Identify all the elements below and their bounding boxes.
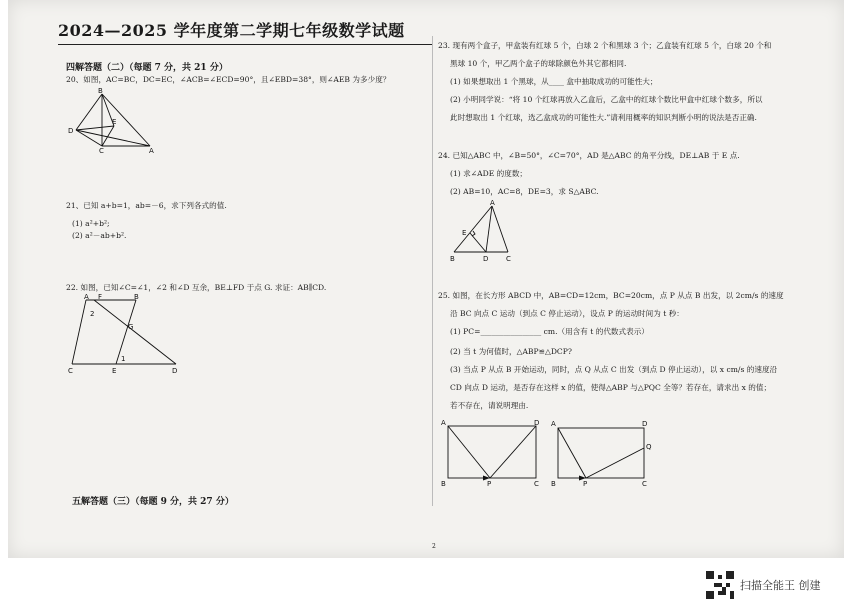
svg-text:B: B [134, 293, 139, 301]
question-25-part-1: (1) PC=________________ cm.（用含有 t 的代数式表示） [450, 327, 649, 336]
title-underline [58, 44, 432, 45]
svg-text:C: C [642, 480, 647, 488]
question-25-part-3a: (3) 当点 P 从点 B 开始运动，同时，点 Q 从点 C 出发（到点 D 停止运动），以 x cm/s 的速度沿 [450, 365, 778, 374]
question-24-part-2: (2) AB=10，AC=8，DE=3，求 S△ABC. [450, 187, 599, 196]
figure-q22 [64, 292, 184, 376]
svg-text:F: F [98, 293, 103, 301]
svg-text:D: D [483, 255, 489, 263]
question-23-part-1: (1) 如果想取出 1 个黑球，从____ 盒中抽取成功的可能性大； [450, 77, 658, 86]
svg-text:E: E [462, 229, 467, 237]
scanner-watermark [706, 570, 821, 600]
section-4-heading: 四解答题（二）（每题 7 分，共 21 分） [66, 63, 228, 73]
question-23-part-2b: 此时想取出 1 个红球，选乙盒成功的可能性大.”请利用概率的知识判断小明的说法是否正确. [450, 113, 757, 122]
svg-text:P: P [583, 480, 588, 488]
svg-text:C: C [534, 480, 539, 488]
question-23-line-2: 黑球 10 个，甲乙两个盒子的球除颜色外其它都相同. [450, 59, 627, 68]
figure-q25-left [438, 416, 546, 488]
question-21-stem: 21、已知 a+b=1，ab=－6，求下列各式的值. [66, 201, 227, 210]
figure-q25-right [548, 416, 656, 488]
svg-text:A: A [84, 293, 89, 301]
question-21-part-2: (2) a²－ab+b². [72, 231, 127, 240]
svg-text:G: G [128, 323, 134, 331]
svg-text:C: C [99, 147, 104, 154]
svg-text:D: D [642, 420, 648, 428]
question-23-line-1: 23. 现有两个盒子，甲盒装有红球 5 个，白球 2 个和黑球 3 个；乙盒装有红球 5 个，白球 20 个和 [438, 41, 772, 50]
question-23-part-2a: (2) 小明同学说：“将 10 个红球再放入乙盒后，乙盒中的红球个数比甲盒中红球个数多，所以 [450, 95, 763, 104]
svg-text:E: E [112, 118, 117, 126]
svg-text:E: E [112, 367, 117, 375]
svg-text:C: C [68, 367, 73, 375]
svg-text:A: A [441, 419, 446, 427]
question-25-part-2: (2) 当 t 为何值时，△ABP≌△DCP? [450, 347, 572, 356]
svg-text:D: D [172, 367, 178, 375]
question-25-part-3c: 若不存在，请说明理由. [450, 401, 529, 410]
svg-text:A: A [149, 147, 154, 154]
svg-text:B: B [551, 480, 556, 488]
svg-text:P: P [487, 480, 492, 488]
svg-text:2: 2 [90, 310, 95, 318]
watermark-text: 扫描全能王 创建 [740, 579, 821, 592]
question-24-part-1: (1) 求∠ADE 的度数； [450, 169, 528, 178]
column-divider [432, 36, 433, 506]
figure-q20 [60, 86, 160, 154]
svg-text:B: B [98, 87, 103, 95]
question-22: 22. 如图，已知∠C=∠1，∠2 和∠D 互余，BE⊥FD 于点 G. 求证：AB∥CD. [66, 283, 327, 292]
question-25-part-3b: CD 向点 D 运动，是否存在这样 x 的值，使得△ABP 与△PQC 全等？若存在，请求出 x 的值； [450, 383, 772, 392]
figure-q24 [446, 198, 522, 264]
svg-text:B: B [450, 255, 455, 263]
svg-text:1: 1 [121, 355, 126, 363]
svg-text:Q: Q [646, 443, 652, 451]
exam-title: 2024—2025 学年度第二学期七年级数学试题 [58, 21, 405, 40]
svg-text:B: B [441, 480, 446, 488]
svg-text:D: D [68, 127, 74, 135]
question-25-line-1: 25. 如图，在长方形 ABCD 中，AB=CD=12cm，BC=20cm，点 P 从点 B 出发，以 2cm/s 的速度 [438, 291, 784, 300]
qr-code-icon [706, 571, 734, 599]
question-25-line-2: 沿 BC 向点 C 运动（到点 C 停止运动），设点 P 的运动时间为 t 秒： [450, 309, 684, 318]
question-21-part-1: (1) a²+b²; [72, 219, 110, 228]
svg-text:A: A [490, 199, 495, 207]
page-number: 2 [432, 543, 436, 550]
svg-text:C: C [506, 255, 511, 263]
question-20: 20、如图，AC=BC，DC=EC，∠ACB=∠ECD=90°，且∠EBD=38°，则∠AEB 为多少度？ [66, 75, 391, 84]
svg-text:A: A [551, 420, 556, 428]
section-5-heading: 五解答题（三）（每题 9 分，共 27 分） [72, 497, 234, 507]
question-24-stem: 24. 已知△ABC 中，∠B=50°，∠C=70°，AD 是△ABC 的角平分线，DE⊥AB 于 E 点. [438, 151, 740, 160]
svg-text:D: D [534, 419, 540, 427]
